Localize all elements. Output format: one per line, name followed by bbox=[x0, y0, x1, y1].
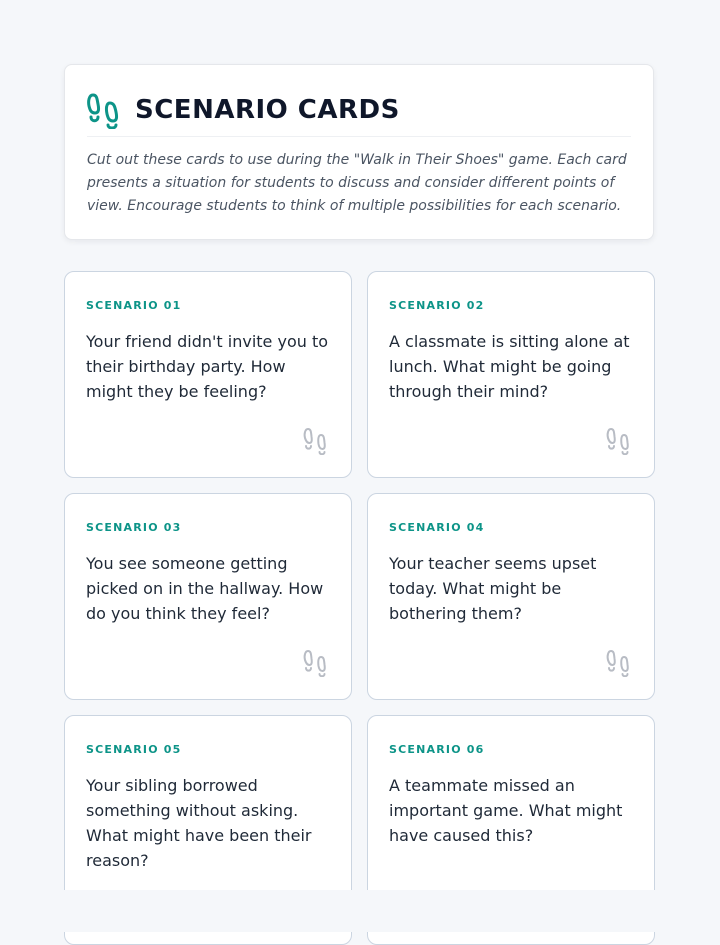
scenario-label: SCENARIO 06 bbox=[389, 743, 485, 756]
page-title: SCENARIO CARDS bbox=[135, 95, 400, 125]
scenario-label: SCENARIO 05 bbox=[86, 743, 182, 756]
scenario-label: SCENARIO 04 bbox=[389, 521, 485, 534]
scenario-text: Your teacher seems upset today. What might be bothering them? bbox=[389, 554, 597, 623]
footprints-icon bbox=[606, 649, 632, 677]
scenario-text: Your friend didn't invite you to their birthday party. How might they be feeling? bbox=[86, 332, 329, 401]
scenario-text: You see someone getting picked on in the hallway. How do you think they feel? bbox=[86, 554, 324, 623]
footprints-icon bbox=[303, 427, 329, 455]
scenario-label: SCENARIO 02 bbox=[389, 299, 485, 312]
scenario-card-03[interactable] bbox=[64, 493, 352, 700]
page-bottom-edge bbox=[0, 890, 720, 932]
footprints-icon bbox=[606, 427, 632, 455]
header-divider bbox=[87, 136, 631, 137]
instructions-card bbox=[64, 64, 654, 240]
scenario-text: A classmate is sitting alone at lunch. What might be going through their mind? bbox=[389, 332, 630, 401]
scenario-label: SCENARIO 03 bbox=[86, 521, 182, 534]
footprints-icon bbox=[303, 649, 329, 677]
footprints-icon bbox=[87, 91, 121, 129]
scenario-card-04[interactable] bbox=[367, 493, 655, 700]
scenario-card-02[interactable] bbox=[367, 271, 655, 478]
scenario-text: Your sibling borrowed something without asking. What might have been their reason? bbox=[86, 776, 312, 870]
scenario-card-01[interactable] bbox=[64, 271, 352, 478]
scenario-label: SCENARIO 01 bbox=[86, 299, 182, 312]
instructions-text: Cut out these cards to use during the "Walk in Their Shoes" game. Each card presents a situation for students to discuss and consider different points of view. Encourage students to think of multiple possibilities for each scenario. bbox=[87, 152, 627, 214]
header-title-row bbox=[87, 85, 631, 135]
scenario-text: A teammate missed an important game. What might have caused this? bbox=[389, 776, 623, 845]
